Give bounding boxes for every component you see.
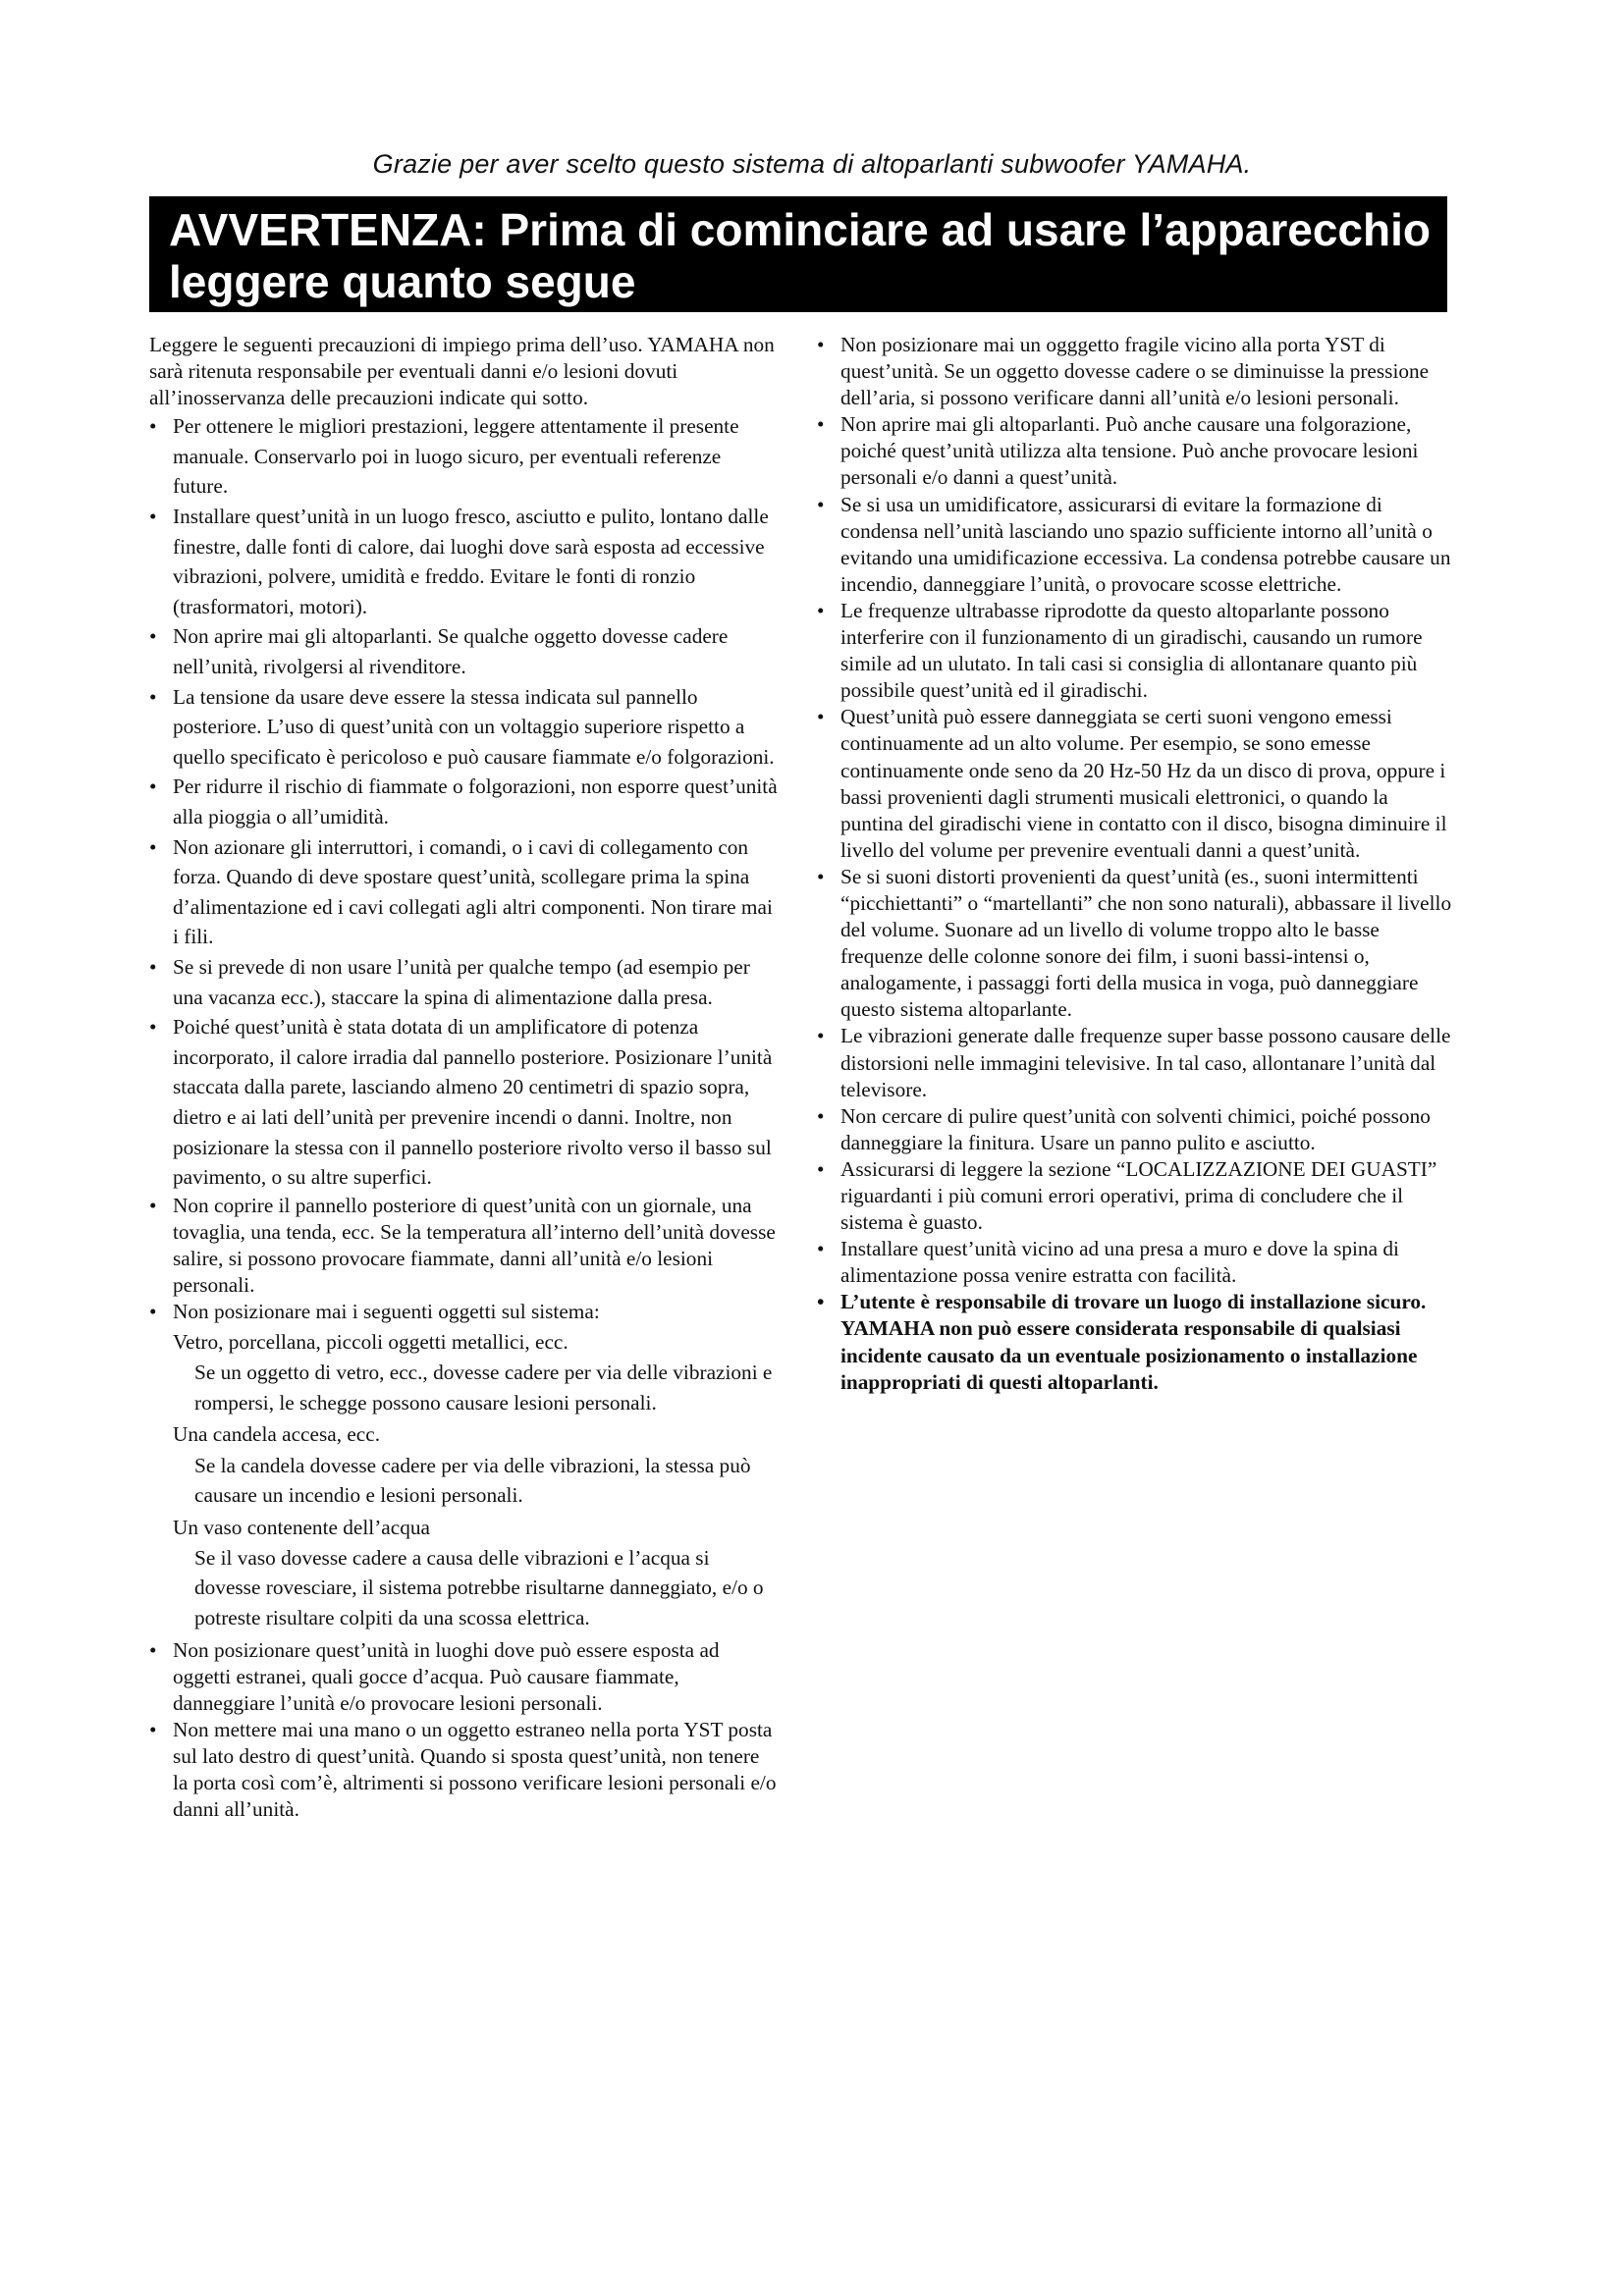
right-precaution-list [817, 332, 1455, 1396]
list-item: • Non aprire mai gli altoparlanti. Può anche causare una folgorazione, poiché quest’unità utilizza alta tensione. Può anche provocare lesioni personali e/o danni a quest’unità. [817, 411, 1455, 491]
intro-paragraph: Leggere le seguenti precauzioni di impiego prima dell’uso. YAMAHA non sarà ritenuta responsabile per eventuali danni e/o lesioni dovuti all’inosservanza delle precauzioni indicate qui sotto. [149, 333, 775, 410]
list-item: • Se si suoni distorti provenienti da quest’unità (es., suoni intermittenti “picchiettanti” o “martellanti” che non sono naturali), abbassare il livello del volume. Suonare ad un livello di volume troppo alto le basse frequenze delle colonne sonore dei film, i suoni bassi-intensi o, analogamente, i passaggi forti della musica in voga, può danneggiare questo sistema altoparlante. [817, 864, 1455, 1024]
list-item: • Non posizionare quest’unità in luoghi dove può essere esposta ad oggetti estranei, quali gocce d’acqua. Può causare fiammate, danneggiare l’unità e/o provocare lesioni personali. [149, 1637, 778, 1717]
list-item: • Non posizionare mai un ogggetto fragile vicino alla porta YST di quest’unità. Se un oggetto dovesse cadere o se diminuisse la pressione dell’aria, si possono verificare danni all’unità e/o lesioni personali. [817, 332, 1455, 411]
list-item: • Installare quest’unità vicino ad una presa a muro e dove la spina di alimentazione possa venire estratta con facilità. [817, 1236, 1455, 1289]
list-item-objects: • Non posizionare mai i seguenti oggetti sul sistema: [149, 1299, 778, 1325]
list-item: • Non aprire mai gli altoparlanti. Se qualche oggetto dovesse cadere nell’unità, rivolgersi al rivenditore. [149, 621, 778, 681]
object-item: Vetro, porcellana, piccoli oggetti metallici, ecc. [173, 1330, 568, 1355]
left-precaution-list-continued [149, 1637, 778, 1824]
list-item: • Non coprire il pannello posteriore di quest’unità con un giornale, una tovaglia, una tenda, ecc. Se la temperatura all’interno dell’unità dovesse salire, si possono provocare fiammate, danni all’unità e/o lesioni personali. [149, 1193, 778, 1299]
list-item: • Se si prevede di non usare l’unità per qualche tempo (ad esempio per una vacanza ecc.), staccare la spina di alimentazione dalla presa. [149, 952, 778, 1012]
right-column [817, 332, 1455, 1396]
list-item: • Per ridurre il rischio di fiammate o folgorazioni, non esporre quest’unità alla pioggia o all’umidità. [149, 772, 778, 831]
list-item: • Quest’unità può essere danneggiata se certi suoni vengono emessi continuamente ad un alto volume. Per esempio, se sono emesse continuamente onde seno da 20 Hz-50 Hz da un disco di prova, oppure i bassi provenienti dagli strumenti musicali elettronici, o quando la puntina del giradischi viene in contatto con il disco, bisogna diminuire il livello del volume per prevenire eventuali danni a quest’unità. [817, 704, 1455, 864]
responsibility-notice: • L’utente è responsabile di trovare un luogo di installazione sicuro. YAMAHA non può essere considerata responsabile di qualsiasi incidente causato da un eventuale posizionamento o installazione inappropriati di questi altoparlanti. [817, 1289, 1455, 1395]
list-item: • Le vibrazioni generate dalle frequenze super basse possono causare delle distorsioni nelle immagini televisive. In tal caso, allontanare l’unità dal televisore. [817, 1023, 1455, 1102]
object-item-description: Se il vaso dovesse cadere a causa delle vibrazioni e l’acqua si dovesse rovesciare, il sistema potrebbe risultarne danneggiato, e/o o potreste risultare colpiti da una scossa elettrica. [194, 1545, 764, 1630]
list-item: • Se si usa un umidificatore, assicurarsi di evitare la formazione di condensa nell’unità lasciando uno spazio sufficiente intorno all’unità o evitando una umidificazione eccessiva. La condensa potrebbe causare un incendio, danneggiare l’unità, o provocare scosse elettriche. [817, 492, 1455, 598]
left-column [149, 332, 778, 1823]
object-item-description: Se un oggetto di vetro, ecc., dovesse cadere per via delle vibrazioni e rompersi, le schegge possono causare lesioni personali. [194, 1361, 773, 1415]
list-item: • Assicurarsi di leggere la sezione “LOCALIZZAZIONE DEI GUASTI” riguardanti i più comuni errori operativi, prima di concludere che il sistema è guasto. [817, 1156, 1455, 1236]
warning-title-line-1: AVVERTENZA: Prima di cominciare ad usare l’apparecchio [169, 204, 1431, 255]
list-item: • Installare quest’unità in un luogo fresco, asciutto e pulito, lontano dalle finestre, dalle fonti di calore, dai luoghi dove sarà esposta ad eccessive vibrazioni, polvere, umidità e freddo. Evitare le fonti di ronzio (trasformatori, motori). [149, 502, 778, 621]
list-item: • La tensione da usare deve essere la stessa indicata sul pannello posteriore. L’uso di quest’unità con un voltaggio superiore rispetto a quello specificato è pericoloso e può causare fiammate e/o folgorazioni. [149, 682, 778, 773]
list-item: • Non azionare gli interruttori, i comandi, o i cavi di collegamento con forza. Quando di deve spostare quest’unità, scollegare prima la spina d’alimentazione ed i cavi collegati agli altri componenti. Non tirare mai i fili. [149, 832, 778, 952]
object-item-description: Se la candela dovesse cadere per via delle vibrazioni, la stessa può causare un incendio e lesioni personali. [194, 1453, 751, 1508]
list-item: • Poiché quest’unità è stata dotata di un amplificatore di potenza incorporato, il calore irradia dal pannello posteriore. Posizionare l’unità staccata dalla parete, lasciando almeno 20 centimetri di spazio sopra, dietro e ai lati dell’unità per prevenire incendi o danni. Inoltre, non posizionare la stessa con il pannello posteriore rivolto verso il basso sul pavimento, o su altre superfici. [149, 1012, 778, 1193]
left-precaution-list [149, 411, 778, 1325]
intro-line: Grazie per aver scelto questo sistema di altoparlanti subwoofer YAMAHA. [372, 149, 1252, 179]
list-item: • Non cercare di pulire quest’unità con solventi chimici, poiché possono danneggiare la finitura. Usare un panno pulito e asciutto. [817, 1103, 1455, 1156]
object-item: Un vaso contenente dell’acqua [173, 1515, 430, 1539]
warning-title-banner [149, 196, 1447, 312]
list-item: • Per ottenere le migliori prestazioni, leggere attentamente il presente manuale. Conservarlo poi in luogo sicuro, per eventuali referenze future. [149, 411, 778, 502]
object-item: Una candela accesa, ecc. [173, 1422, 381, 1447]
warning-title-line-2: leggere quanto segue [169, 256, 636, 307]
list-item: • Le frequenze ultrabasse riprodotte da questo altoparlante possono interferire con il funzionamento di un giradischi, causando un rumore simile ad un ulutato. In tali casi si consiglia di allontanare quanto più possibile quest’unità ed il giradischi. [817, 598, 1455, 704]
list-item: • Non mettere mai una mano o un oggetto estraneo nella porta YST posta sul lato destro di quest’unità. Quando si sposta quest’unità, non tenere la porta così com’è, altrimenti si possono verificare lesioni personali e/o danni all’unità. [149, 1717, 778, 1823]
